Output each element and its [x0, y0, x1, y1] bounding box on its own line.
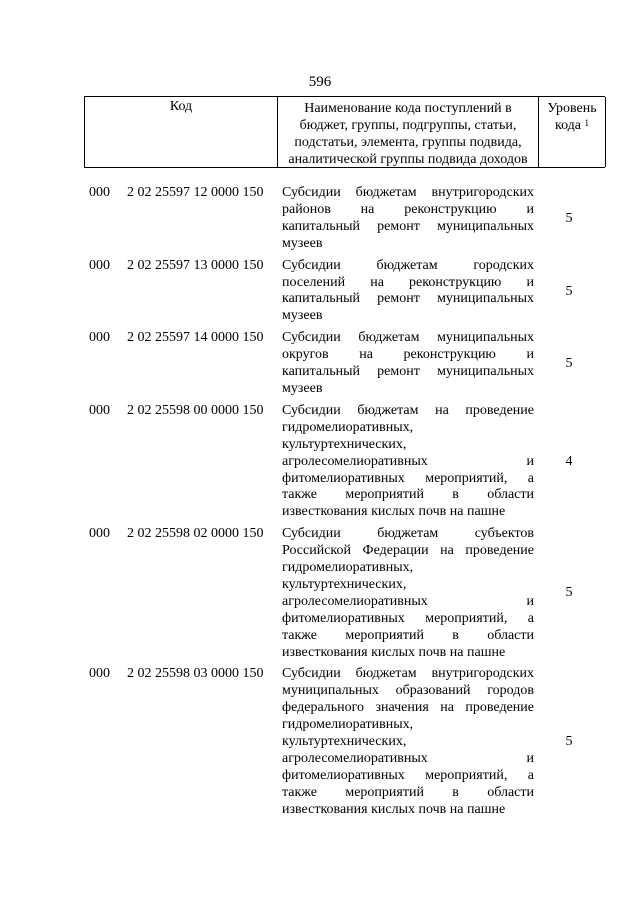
row-level: 5	[565, 356, 573, 372]
row-name-line: Субсидии бюджетам внутригородских	[282, 666, 534, 682]
row-name-line: гидромелиоративных,	[282, 717, 414, 733]
row-code: 2 02 25597 13 0000 150	[127, 257, 264, 273]
header-name-line: бюджет, группы, подгруппы, статьи,	[299, 118, 517, 133]
header-name-line: подстатьи, элемента, группы подвида,	[294, 135, 522, 150]
row-name-line: также мероприятий в области	[282, 784, 534, 800]
row-name-line: также мероприятий в области	[282, 487, 534, 503]
row-name-line: муниципальных образований городов	[282, 683, 534, 699]
row-name	[282, 180, 534, 253]
table-row	[84, 661, 605, 818]
row-code: 2 02 25597 12 0000 150	[127, 185, 264, 200]
row-name	[282, 325, 534, 398]
row-name-line: Субсидии бюджетам субъектов	[282, 526, 534, 542]
row-name-line: культуртехнических,	[282, 734, 407, 750]
table-body	[84, 180, 605, 819]
page-number: 596	[308, 74, 332, 90]
row-name	[282, 661, 534, 818]
row-name-line: известкования кислых почв на пашне	[282, 644, 506, 660]
row-level: 5	[565, 734, 573, 750]
header-name-line: аналитической группы подвида доходов	[288, 152, 528, 167]
row-name-line: капитальный ремонт муниципальных	[282, 291, 534, 307]
header-name-line: Наименование кода поступлений в	[304, 101, 512, 116]
row-name-line: Субсидии бюджетам городских	[282, 257, 534, 273]
table-row	[84, 521, 605, 661]
row-name-line: фитомелиоративных мероприятий, а	[282, 470, 534, 486]
header-level	[539, 97, 606, 167]
table-row	[84, 253, 605, 326]
footnote-marker: 1	[584, 118, 590, 128]
row-code: 2 02 25597 14 0000 150	[127, 330, 264, 346]
row-name-line: Субсидии бюджетам на проведение	[282, 402, 534, 418]
row-name-line: капитальный ремонт муниципальных	[282, 364, 534, 380]
row-code: 2 02 25598 03 0000 150	[127, 666, 264, 682]
row-name-line: гидромелиоративных,	[282, 560, 414, 576]
row-name-line: Субсидии бюджетам муниципальных	[282, 330, 534, 346]
row-name-line: округов на реконструкцию и	[282, 347, 534, 363]
row-name-line: музеев	[282, 308, 323, 324]
row-name-line: фитомелиоративных мероприятий, а	[282, 610, 534, 626]
row-name-line: Российской Федерации на проведение	[282, 543, 534, 559]
table-row	[84, 398, 605, 521]
row-level: 4	[565, 453, 573, 469]
row-name	[282, 398, 534, 521]
row-name-line: культуртехнических,	[282, 436, 407, 452]
row-name	[282, 253, 534, 326]
row-prefix: 000	[89, 185, 110, 200]
row-name-line: фитомелиоративных мероприятий, а	[282, 767, 534, 783]
header-level-line: Уровень	[547, 101, 597, 116]
row-code: 2 02 25598 00 0000 150	[127, 402, 264, 418]
row-name-line: районов на реконструкцию и	[282, 201, 534, 217]
row-level: 5	[565, 585, 573, 601]
table-row	[84, 180, 605, 253]
row-name-line: агролесомелиоративных и	[282, 751, 534, 766]
row-prefix: 000	[89, 330, 110, 346]
row-name	[282, 521, 534, 661]
row-name-line: культуртехнических,	[282, 576, 407, 592]
row-code: 2 02 25598 02 0000 150	[127, 526, 264, 542]
row-name-line: поселений на реконструкцию и	[282, 274, 534, 290]
header-code-label: Код	[169, 99, 193, 114]
row-name-line: музеев	[282, 380, 323, 396]
header-level-line	[539, 117, 605, 134]
row-name-line: музеев	[282, 235, 323, 251]
row-name-line: Субсидии бюджетам внутригородских	[282, 185, 534, 200]
row-name-line: капитальный ремонт муниципальных	[282, 218, 534, 234]
row-name-line: федерального значения на проведение	[282, 700, 534, 716]
row-name-line: известкования кислых почв на пашне	[282, 504, 506, 520]
row-name-line: известкования кислых почв на пашне	[282, 801, 506, 817]
row-name-line: также мероприятий в области	[282, 627, 534, 643]
header-code	[85, 97, 278, 167]
row-name-line: гидромелиоративных,	[282, 419, 414, 435]
row-prefix: 000	[89, 666, 110, 682]
row-prefix: 000	[89, 257, 110, 273]
table-header	[84, 96, 605, 168]
row-prefix: 000	[89, 526, 110, 542]
row-name-line: агролесомелиоративных и	[282, 453, 534, 469]
header-level-label: кода	[554, 118, 582, 133]
table-row	[84, 325, 605, 398]
header-name	[278, 97, 539, 167]
row-level: 5	[565, 211, 573, 226]
row-name-line: агролесомелиоративных и	[282, 593, 534, 609]
row-level: 5	[565, 283, 573, 299]
row-prefix: 000	[89, 402, 110, 418]
